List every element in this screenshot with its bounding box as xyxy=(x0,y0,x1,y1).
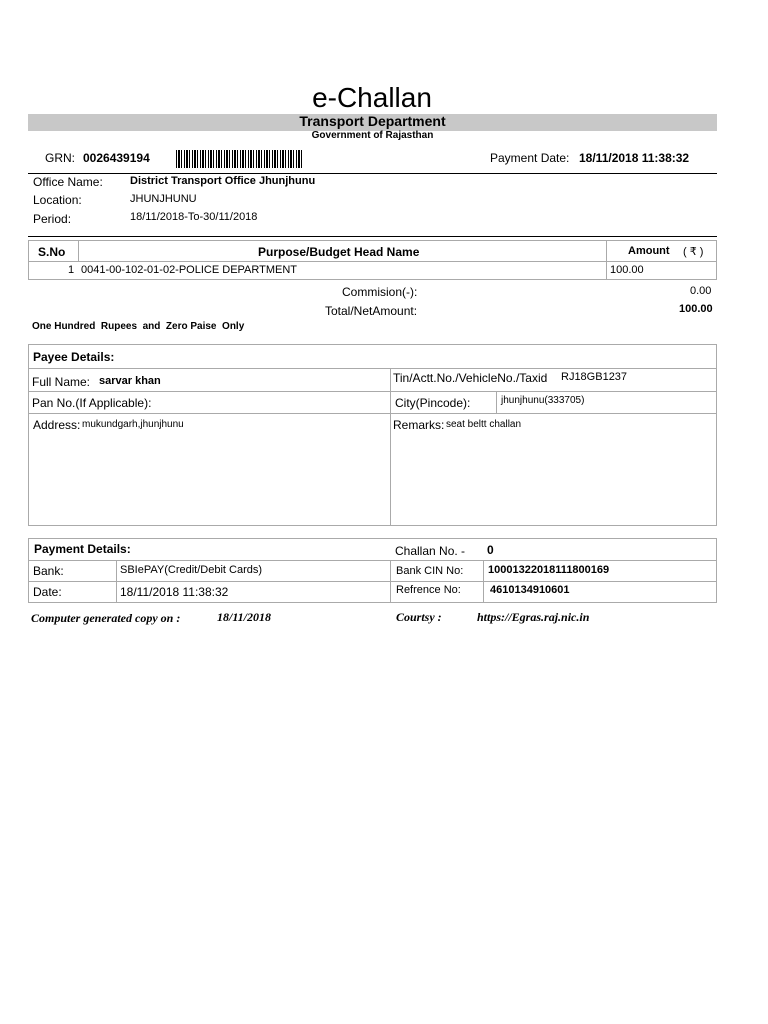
col-divider xyxy=(78,240,79,261)
tin-label: Tin/Actt.No./VehicleNo./Taxid xyxy=(393,371,548,385)
copy-generated-label: Computer generated copy on : xyxy=(31,611,181,625)
page-title: e-Challan xyxy=(312,82,432,113)
location-label: Location: xyxy=(33,193,82,207)
government-name: Government of Rajasthan xyxy=(311,130,434,141)
tin-value: RJ18GB1237 xyxy=(561,371,628,383)
row-divider xyxy=(28,581,717,582)
copy-generated-date: 18/11/2018 xyxy=(217,610,272,624)
challan-no-value: 0 xyxy=(487,543,494,557)
office-name-value: District Transport Office Jhunjhunu xyxy=(130,175,316,187)
table-header-amount: Amount xyxy=(628,245,670,257)
row-divider xyxy=(28,368,717,369)
row-divider xyxy=(28,560,717,561)
table-row-amount: 100.00 xyxy=(610,264,644,276)
period-label: Period: xyxy=(33,212,72,226)
bank-label: Bank: xyxy=(33,564,64,578)
net-amount-label: Total/NetAmount: xyxy=(325,304,418,318)
remarks-label: Remarks: xyxy=(393,418,445,432)
col-divider xyxy=(116,560,117,603)
divider xyxy=(28,236,717,237)
divider xyxy=(28,173,717,174)
grn-value: 0026439194 xyxy=(83,151,150,165)
department-name: Transport Department xyxy=(299,113,446,129)
table-row-purpose: 0041-00-102-01-02-POLICE DEPARTMENT xyxy=(81,264,298,276)
address-label: Address: xyxy=(33,418,81,432)
payment-section-title: Payment Details: xyxy=(34,542,131,556)
challan-no-label: Challan No. - xyxy=(395,544,466,558)
location-value: JHUNJHUNU xyxy=(130,193,197,205)
courtsy-link[interactable]: https://Egras.raj.nic.in xyxy=(477,610,590,624)
col-divider xyxy=(483,560,484,603)
bank-cin-value: 10001322018111800169 xyxy=(488,564,610,576)
city-value: jhunjhunu(333705) xyxy=(501,395,585,406)
amount-in-words: One Hundred Rupees and Zero Paise Only xyxy=(32,321,245,332)
address-value: mukundgarh,jhunjhunu xyxy=(82,419,184,430)
full-name-value: sarvar khan xyxy=(99,375,161,387)
col-divider xyxy=(496,391,497,413)
row-divider xyxy=(28,391,717,392)
date-value: 18/11/2018 11:38:32 xyxy=(120,585,229,599)
net-amount-value: 100.00 xyxy=(679,303,713,315)
reference-no-label: Refrence No: xyxy=(396,584,461,596)
bank-cin-label: Bank CIN No: xyxy=(396,565,464,577)
table-header-currency: ( ₹ ) xyxy=(683,246,704,258)
col-divider xyxy=(390,560,391,603)
date-label: Date: xyxy=(33,585,62,599)
full-name-label: Full Name: xyxy=(32,375,91,389)
col-divider xyxy=(606,240,607,280)
reference-no-value: 4610134910601 xyxy=(490,584,570,596)
payment-date-value: 18/11/2018 11:38:32 xyxy=(579,151,690,165)
period-value: 18/11/2018-To-30/11/2018 xyxy=(130,211,258,223)
grn-label: GRN: xyxy=(45,151,75,165)
table-row-divider xyxy=(28,261,717,262)
bank-value: SBIePAY(Credit/Debit Cards) xyxy=(120,564,263,576)
table-header-purpose: Purpose/Budget Head Name xyxy=(258,245,420,259)
commission-value: 0.00 xyxy=(690,285,712,297)
remarks-value: seat beltt challan xyxy=(446,419,522,430)
payee-section-title: Payee Details: xyxy=(33,350,115,364)
commission-label: Commision(-): xyxy=(342,285,418,299)
courtsy-label: Courtsy : xyxy=(396,610,442,624)
table-row-sno: 1 xyxy=(68,264,75,276)
pan-label: Pan No.(If Applicable): xyxy=(32,396,152,410)
city-label: City(Pincode): xyxy=(395,396,471,410)
row-divider xyxy=(28,413,717,414)
payment-date-label: Payment Date: xyxy=(490,151,570,165)
table-header-sno: S.No xyxy=(38,245,66,259)
office-name-label: Office Name: xyxy=(33,175,103,189)
barcode-image xyxy=(176,150,304,168)
col-divider xyxy=(390,368,391,526)
